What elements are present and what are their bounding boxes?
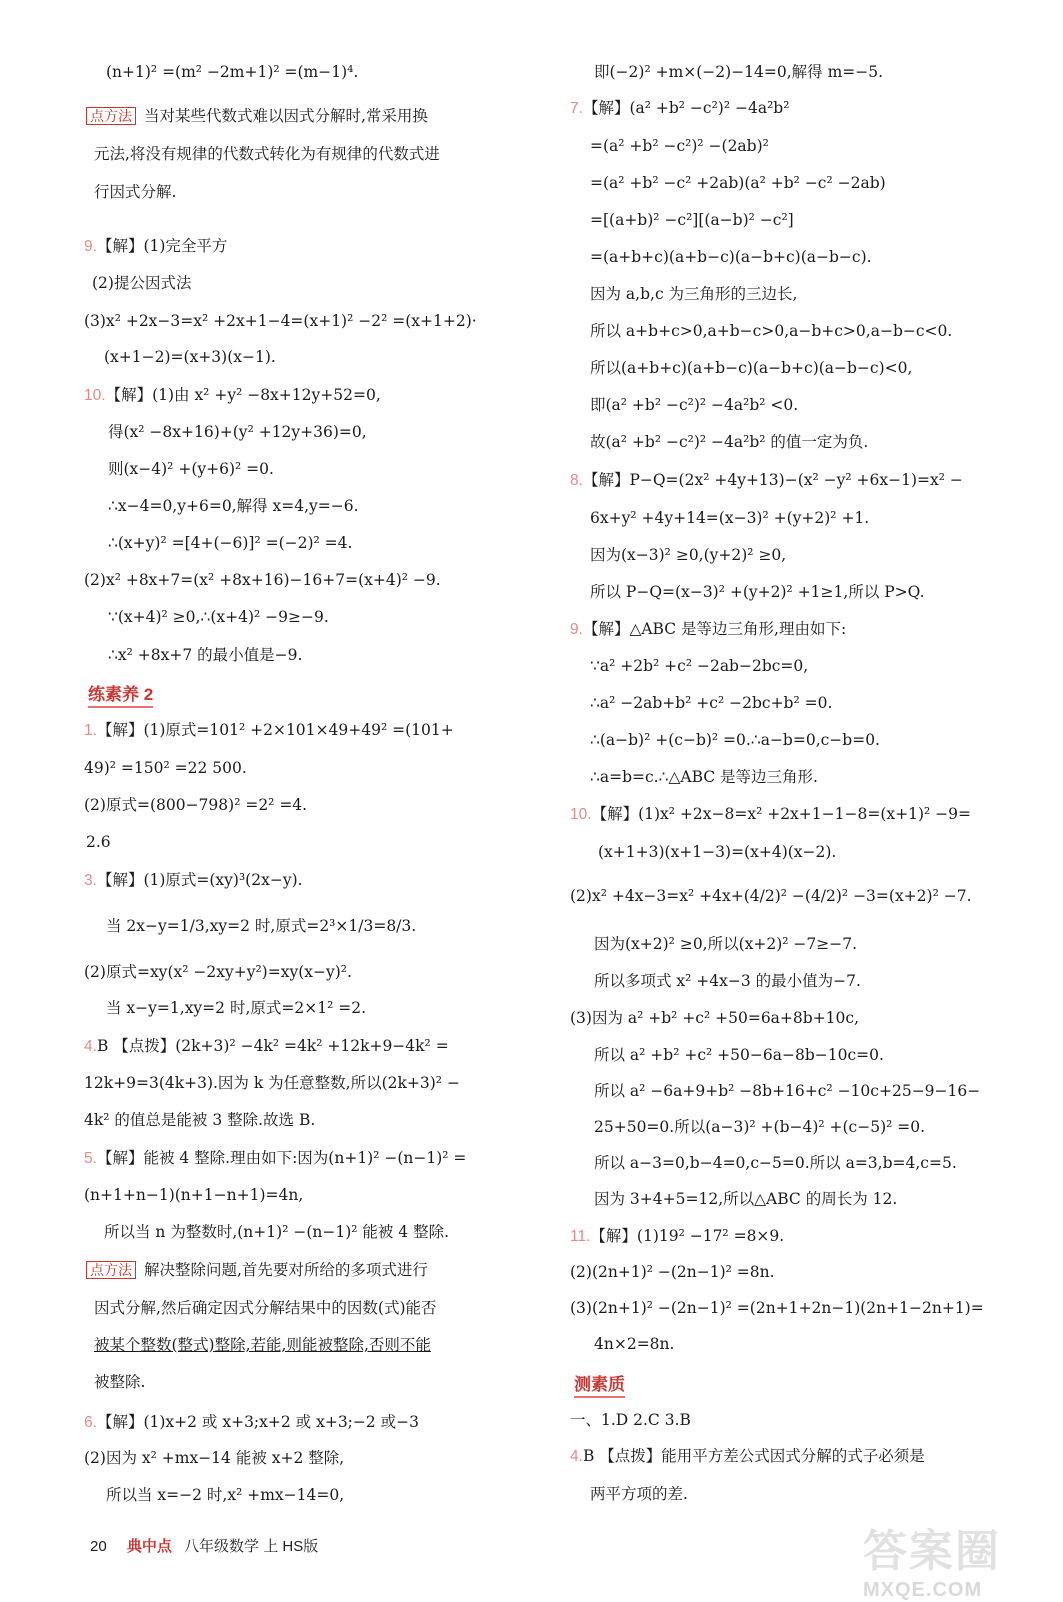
line: 当 2x−y=1/3,xy=2 时,原式=2³×1/3=8/3. <box>106 917 417 935</box>
problem-9: 9.【解】(1)完全平方 <box>84 237 228 255</box>
line: 因为(x+2)² ≥0,所以(x+2)² −7≥−7. <box>594 935 858 953</box>
line: (2)x² +4x−3=x² +4x+(4/2)² −(4/2)² −3=(x+2)² −7. <box>570 887 972 905</box>
problem-10: 10.【解】(1)x² +2x−8=x² +2x+1−1−8=(x+1)² −9= <box>570 805 971 823</box>
line: 两平方项的差. <box>590 1485 688 1503</box>
line: 所以当 x=−2 时,x² +mx−14=0, <box>106 1486 345 1504</box>
line: ∴a=b=c.∴△ABC 是等边三角形. <box>590 768 818 786</box>
problem-4: 4.B 【点拨】(2k+3)² −4k² =4k² +12k+9−4k² = <box>84 1037 449 1055</box>
line: 所以多项式 x² +4x−3 的最小值为−7. <box>594 972 861 990</box>
line: ∴x² +8x+7 的最小值是−9. <box>108 646 303 664</box>
problem-11: 11.【解】(1)19² −17² =8×9. <box>570 1227 785 1245</box>
line: ∴x−4=0,y+6=0,解得 x=4,y=−6. <box>108 497 359 515</box>
line: 因为(x−3)² ≥0,(y+2)² ≥0, <box>590 546 787 564</box>
line: ∵a² +2b² +c² −2ab−2bc=0, <box>590 657 809 675</box>
line: (3)(2n+1)² −(2n−1)² =(2n+1+2n−1)(2n+1−2n+1)= <box>570 1299 984 1317</box>
tip-tag: 点方法 <box>86 107 136 125</box>
page-footer <box>90 1535 318 1556</box>
line: 所以(a+b+c)(a+b−c)(a−b+c)(a−b−c)<0, <box>590 359 913 377</box>
line: 所以 a² +b² +c² +50−6a−8b−10c=0. <box>594 1046 884 1064</box>
page-number: 20 <box>90 1538 107 1555</box>
problem-4-test: 4.B 【点拨】能用平方差公式因式分解的式子必须是 <box>570 1447 925 1465</box>
line: (n+1)² =(m² −2m+1)² =(m−1)⁴. <box>106 63 359 81</box>
line: 因式分解,然后确定因式分解结果中的因数(式)能否 <box>94 1299 437 1317</box>
line: 当 x−y=1,xy=2 时,原式=2×1² =2. <box>106 999 367 1017</box>
watermark-logo: 答案圈 <box>863 1527 1001 1576</box>
problem-9: 9.【解】△ABC 是等边三角形,理由如下: <box>570 620 847 638</box>
line: (3)因为 a² +b² +c² +50=6a+8b+10c, <box>570 1009 860 1027</box>
line: =(a+b+c)(a+b−c)(a−b+c)(a−b−c). <box>590 248 872 266</box>
problem-8: 8.【解】P−Q=(2x² +4y+13)−(x² −y² +6x−1)=x² − <box>570 471 963 489</box>
line: ∵(x+4)² ≥0,∴(x+4)² −9≥−9. <box>108 608 329 626</box>
watermark <box>863 1515 1043 1601</box>
line: 49)² =150² =22 500. <box>84 759 247 777</box>
line: 所以 a² −6a+9+b² −8b+16+c² −10c+25−9−16− <box>594 1082 981 1100</box>
tip-line: 点方法 当对某些代数式难以因式分解时,常采用换 <box>86 106 428 126</box>
line: (x+1−2)=(x+3)(x−1). <box>104 348 276 366</box>
line: (2)因为 x² +mx−14 能被 x+2 整除, <box>84 1449 345 1467</box>
problem-3: 3.【解】(1)原式=(xy)³(2x−y). <box>84 871 303 889</box>
brand-logo: 典中点 <box>126 1538 172 1555</box>
problem-10: 10.【解】(1)由 x² +y² −8x+12y+52=0, <box>84 386 381 404</box>
line: (3)x² +2x−3=x² +2x+1−4=(x+1)² −2² =(x+1+2)· <box>84 312 477 330</box>
line: 故(a² +b² −c²)² −4a²b² 的值一定为负. <box>590 433 869 451</box>
line: 所以 a−3=0,b−4=0,c−5=0.所以 a=3,b=4,c=5. <box>594 1154 957 1172</box>
line: 所以 P−Q=(x−3)² +(y+2)² +1≥1,所以 P>Q. <box>590 583 925 601</box>
problem-6: 6.【解】(1)x+2 或 x+3;x+2 或 x+3;−2 或−3 <box>84 1413 420 1431</box>
line: (2)原式=(800−798)² =2² =4. <box>84 796 308 814</box>
problem-2: 2.6 <box>86 833 111 851</box>
line: 6x+y² +4y+14=(x−3)² +(y+2)² +1. <box>590 509 870 527</box>
line: 4n×2=8n. <box>594 1335 675 1353</box>
line: (2)原式=xy(x² −2xy+y²)=xy(x−y)². <box>84 963 352 981</box>
line: 则(x−4)² +(y+6)² =0. <box>108 460 274 478</box>
book-subject: 八年级数学 上 HS版 <box>184 1538 319 1555</box>
line: ∴a² −2ab+b² +c² −2bc+b² =0. <box>590 694 833 712</box>
tip-tag: 点方法 <box>86 1261 136 1279</box>
section-title-test: 测素质 <box>574 1370 625 1395</box>
line: 一、1.D 2.C 3.B <box>570 1411 691 1429</box>
problem-7: 7.【解】(a² +b² −c²)² −4a²b² <box>570 99 790 117</box>
watermark-url: MXQE.COM <box>863 1579 983 1601</box>
line: (n+1+n−1)(n+1−n+1)=4n, <box>84 1186 304 1204</box>
problem-5: 5.【解】能被 4 整除.理由如下:因为(n+1)² −(n−1)² = <box>84 1149 467 1167</box>
line: 元法,将没有规律的代数式转化为有规律的代数式进 <box>94 145 440 163</box>
line: ∴(x+y)² =[4+(−6)]² =(−2)² =4. <box>108 534 353 552</box>
line: 得(x² −8x+16)+(y² +12y+36)=0, <box>108 423 367 441</box>
line: 被某个整数(整式)整除,若能,则能被整除,否则不能 <box>94 1336 431 1354</box>
line: 因为 3+4+5=12,所以△ABC 的周长为 12. <box>594 1190 898 1208</box>
line: 即(a² +b² −c²)² −4a²b² <0. <box>590 396 799 414</box>
line: 所以当 n 为整数时,(n+1)² −(n−1)² 能被 4 整除. <box>104 1223 450 1241</box>
line: 因为 a,b,c 为三角形的三边长, <box>590 285 798 303</box>
line: 即(−2)² +m×(−2)−14=0,解得 m=−5. <box>594 63 884 81</box>
line: 4k² 的值总是能被 3 整除.故选 B. <box>84 1111 316 1129</box>
line: 12k+9=3(4k+3).因为 k 为任意整数,所以(2k+3)² − <box>84 1074 460 1092</box>
line: =[(a+b)² −c²][(a−b)² −c²] <box>590 211 794 229</box>
line: 25+50=0.所以(a−3)² +(b−4)² +(c−5)² =0. <box>594 1118 926 1136</box>
line: 所以 a+b+c>0,a+b−c>0,a−b+c>0,a−b−c<0. <box>590 322 953 340</box>
line: (2)x² +8x+7=(x² +8x+16)−16+7=(x+4)² −9. <box>84 571 441 589</box>
line: (2)提公因式法 <box>92 274 192 292</box>
line: =(a² +b² −c² +2ab)(a² +b² −c² −2ab) <box>590 174 886 192</box>
problem-1: 1.【解】(1)原式=101² +2×101×49+49² =(101+ <box>84 721 454 739</box>
line: (x+1+3)(x+1−3)=(x+4)(x−2). <box>598 843 837 861</box>
section-title-practice: 练素养 2 <box>88 680 153 705</box>
line: 行因式分解. <box>94 183 177 201</box>
line: =(a² +b² −c²)² −(2ab)² <box>590 137 769 155</box>
tip-line: 点方法 解决整除问题,首先要对所给的多项式进行 <box>86 1260 428 1280</box>
line: ∴(a−b)² +(c−b)² =0.∴a−b=0,c−b=0. <box>590 731 880 749</box>
line: 被整除. <box>94 1373 146 1391</box>
line: (2)(2n+1)² −(2n−1)² =8n. <box>570 1263 775 1281</box>
